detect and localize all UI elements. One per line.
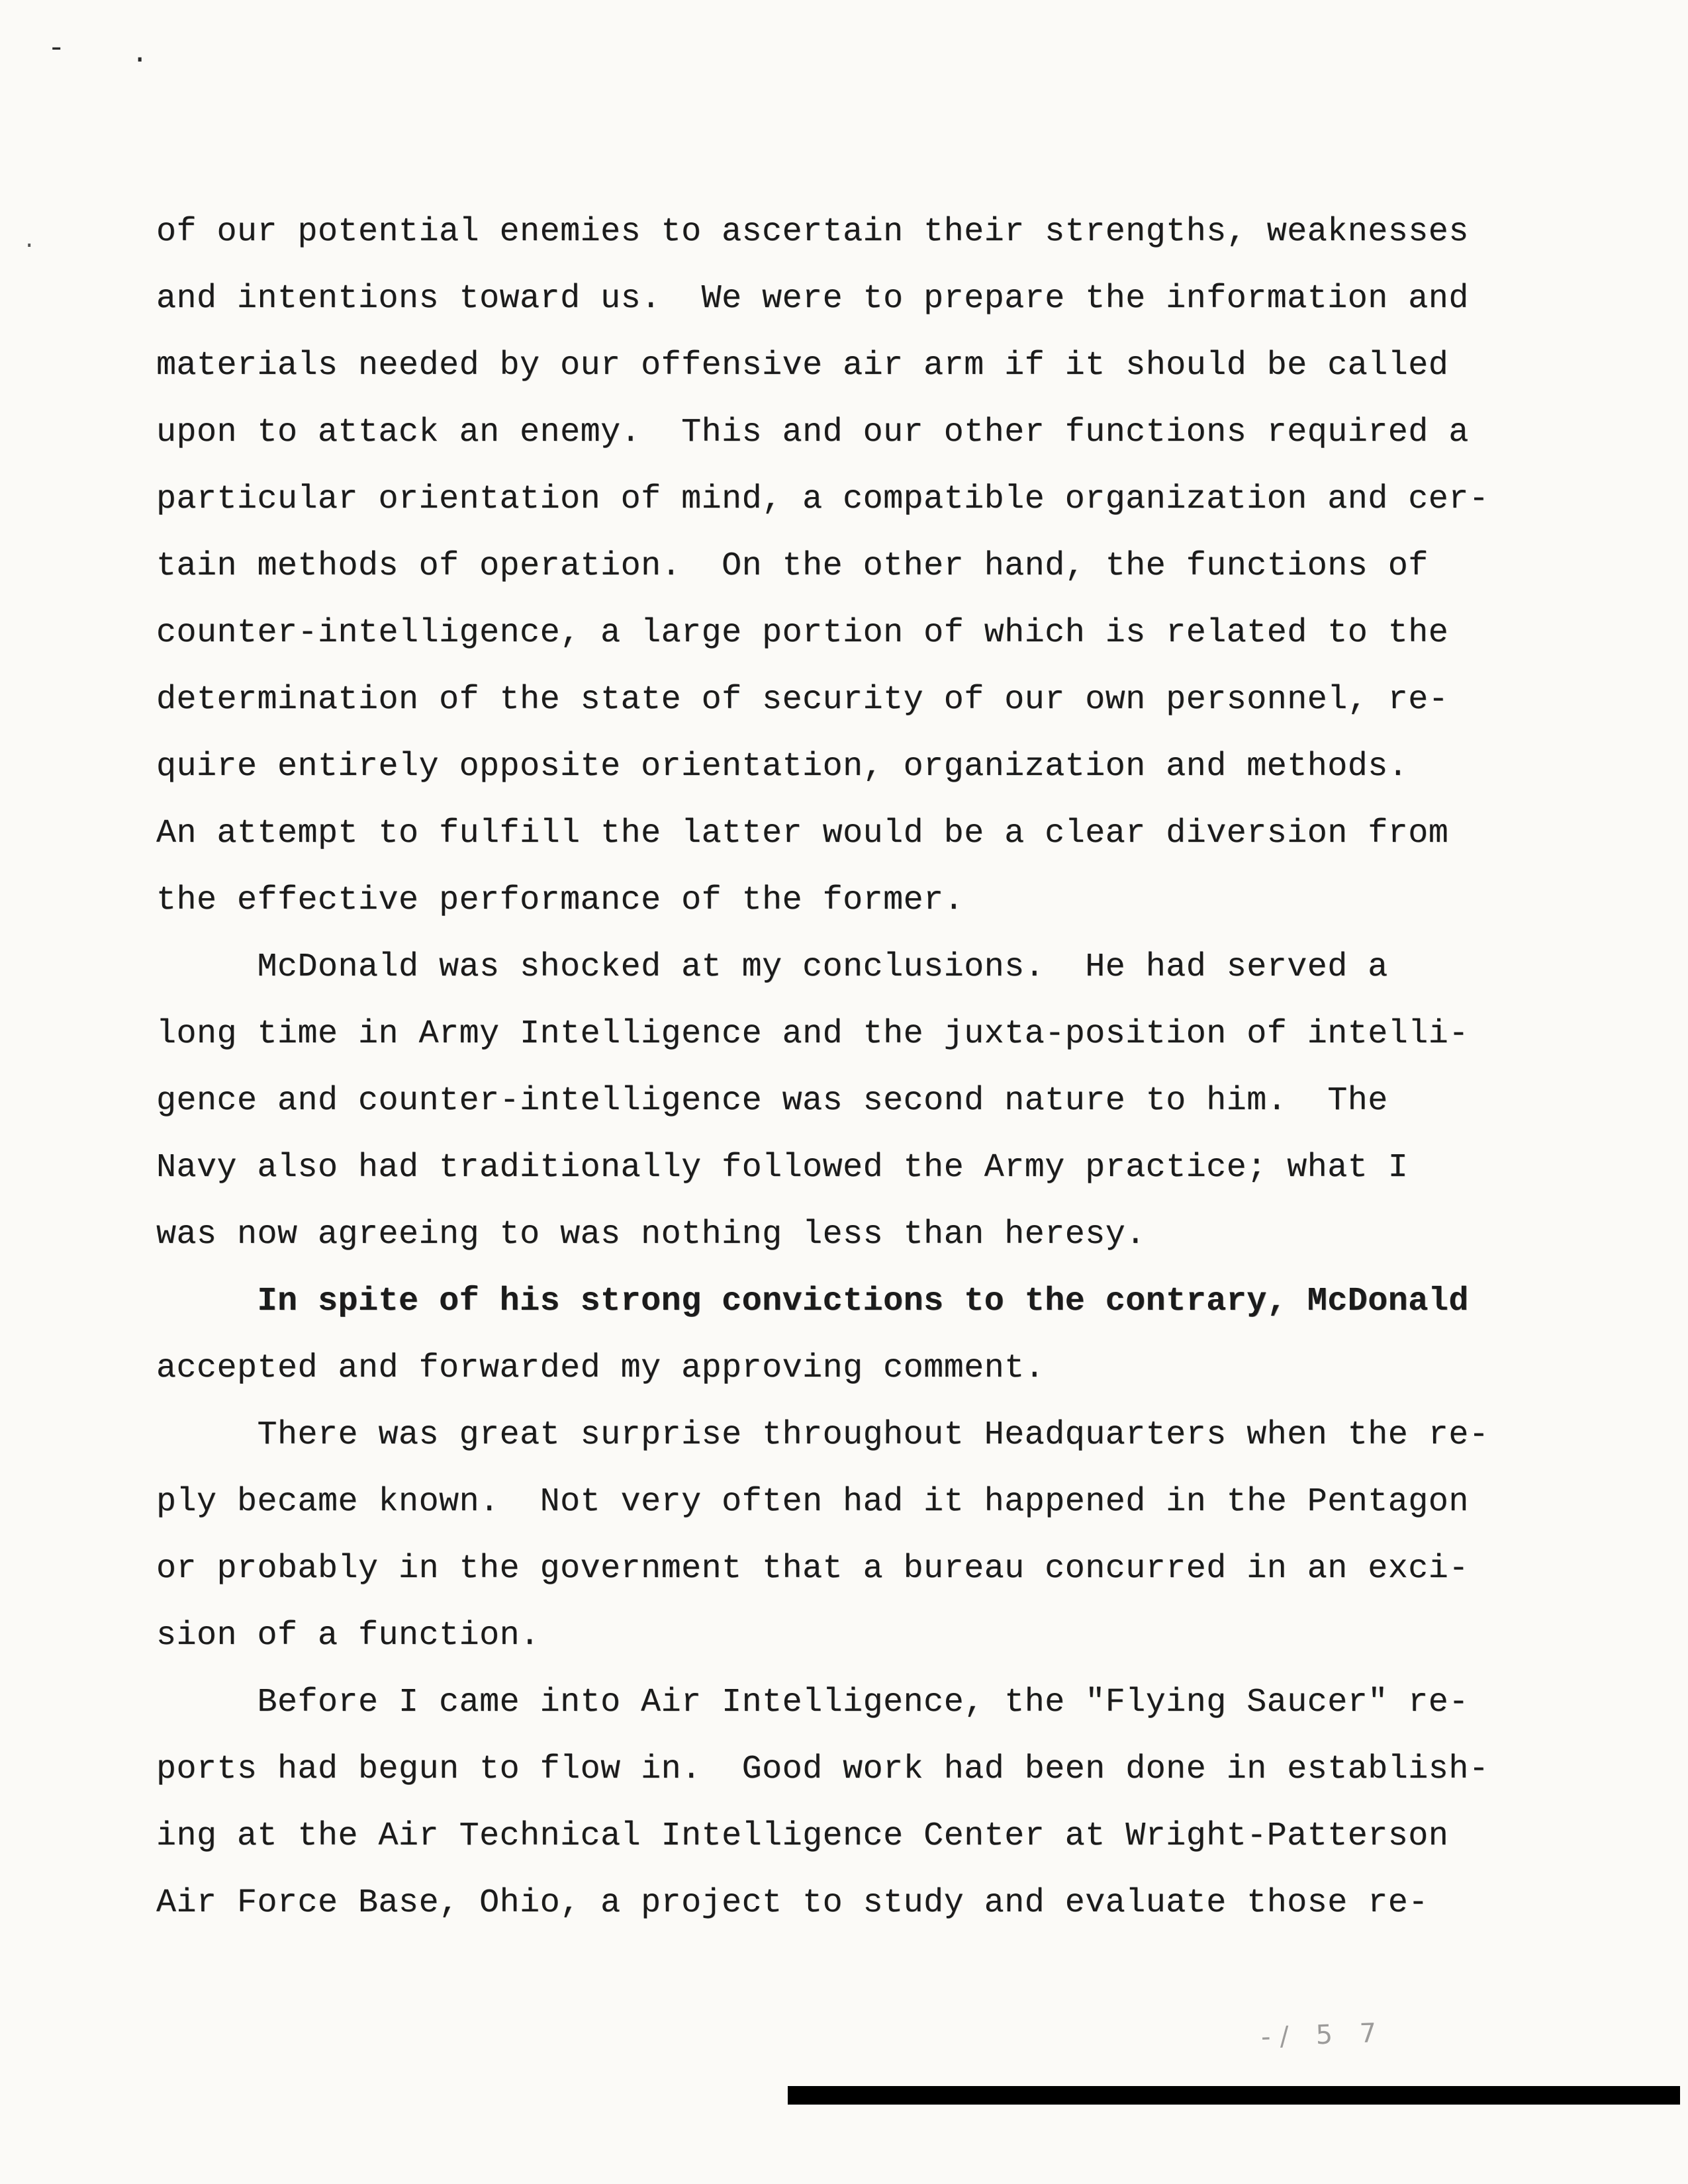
text-line: the effective performance of the former. <box>156 882 964 919</box>
text-line: long time in Army Intelligence and the juxta-position of intelli- <box>156 1015 1469 1053</box>
text-line: gence and counter-intelligence was second nature to him. The <box>156 1082 1388 1120</box>
text-line: McDonald was shocked at my conclusions. He had served a <box>156 948 1388 986</box>
text-line: Navy also had traditionally followed the Army practice; what I <box>156 1149 1409 1187</box>
text-line: ing at the Air Technical Intelligence Center at Wright-Patterson <box>156 1817 1449 1855</box>
scan-mark-dash: - <box>48 32 66 66</box>
text-line: or probably in the government that a bureau concurred in an exci- <box>156 1550 1469 1588</box>
text-line: particular orientation of mind, a compatible organization and cer- <box>156 480 1489 518</box>
handwritten-footer-mark: -/ 5 7 <box>1260 2017 1386 2053</box>
text-line: of our potential enemies to ascertain their strengths, weaknesses <box>156 213 1469 251</box>
typewritten-text-block <box>156 199 1489 1936</box>
text-line: and intentions toward us. We were to prepare the information and <box>156 280 1469 318</box>
text-line: ports had begun to flow in. Good work had been done in establish- <box>156 1751 1489 1788</box>
text-line: quire entirely opposite orientation, organization and methods. <box>156 748 1409 786</box>
text-line: sion of a function. <box>156 1617 540 1655</box>
text-line: was now agreeing to was nothing less than heresy. <box>156 1216 1146 1253</box>
text-line: ply became known. Not very often had it happened in the Pentagon <box>156 1483 1469 1521</box>
text-line: An attempt to fulfill the latter would be a clear diversion from <box>156 815 1449 852</box>
text-line: determination of the state of security of our own personnel, re- <box>156 681 1449 719</box>
scan-mark-dot: . <box>131 38 149 71</box>
text-line: accepted and forwarded my approving comment. <box>156 1349 1045 1387</box>
text-line: counter-intelligence, a large portion of which is related to the <box>156 614 1449 652</box>
text-line: upon to attack an enemy. This and our other functions required a <box>156 414 1469 451</box>
text-line: In spite of his strong convictions to the contrary, McDonald <box>156 1283 1469 1320</box>
text-line: materials needed by our offensive air arm if it should be called <box>156 347 1449 385</box>
scan-mark-left-dot: . <box>23 229 36 254</box>
scan-artifact-bar <box>788 2086 1680 2105</box>
text-line: Before I came into Air Intelligence, the "Flying Saucer" re- <box>156 1684 1469 1721</box>
text-line: Air Force Base, Ohio, a project to study and evaluate those re- <box>156 1884 1429 1922</box>
text-line: tain methods of operation. On the other hand, the functions of <box>156 547 1429 585</box>
text-line: There was great surprise throughout Headquarters when the re- <box>156 1416 1489 1454</box>
